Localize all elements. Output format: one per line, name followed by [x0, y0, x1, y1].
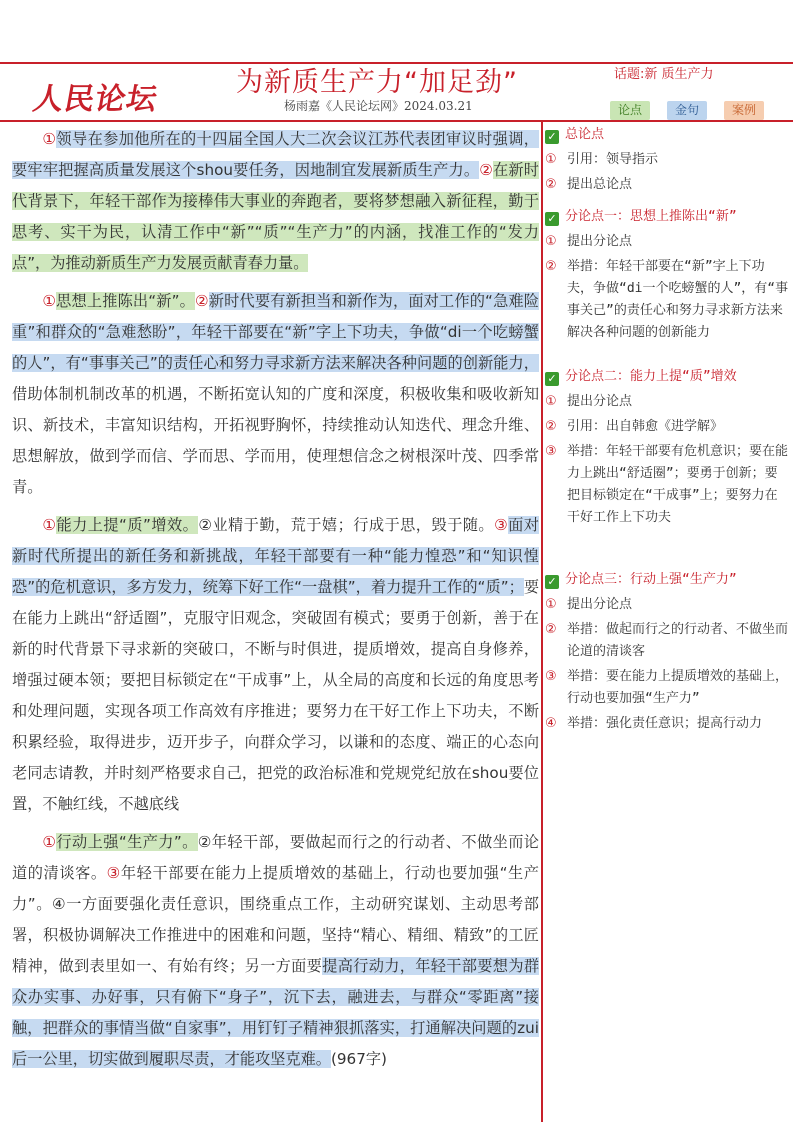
highlight-point: 在新时代背景下，年轻干部作为接棒伟大事业的奔跑者，要将梦想融入新征程，勤于思考、实干为民，认清工作中“新”“质”“生产力”的内涵，找准工作的“发力点”，为推动新质生产力发展贡献青春力量。 [12, 161, 539, 272]
sentence-marker: ① [42, 516, 57, 534]
outline-item [545, 594, 789, 616]
paragraph-point-one [12, 286, 539, 503]
highlight-quote: 面对新时代所提出的新任务和新挑战，年轻干部要有一种“能力惶恐”和“知识惶恐”的危机意识，多方发力，统筹下好工作“一盘棋”，着力提升工作的“质”； [12, 516, 539, 596]
sentence-marker: ① [42, 292, 57, 310]
text-segment: ②年轻干部，要做起而行之的行动者、不做坐而论道的清谈客。 [12, 833, 539, 882]
outline-item [545, 149, 789, 171]
text-segment: 要在能力上跳出“舒适圈”，克服守旧观念，突破固有模式；要勇于创新，善于在新的时代背景下寻求新的突破口，不断与时俱进，提质增效，提高自身修养，增强过硬本领；要把目标锁定在“干成事”上，从全局的高度和长远的角度思考和处理问题，实现各项工作高效有序推进；要努力在干好工作上下功夫，不断积累经验，取得进步，迈开步子，向群众学习，以谦和的态度、端正的心态向老同志请教，并时刻严格要求自己，把党的政治标准和党规党纪放在shou要位置，不触红线，不越底线 [12, 578, 540, 813]
outline-item [545, 619, 789, 663]
legend-point: 论点 [610, 101, 650, 120]
checkmark-icon: ✓ [545, 372, 559, 386]
highlight-quote: 新时代要有新担当和新作为，面对工作的“急难险重”和群众的“急难愁盼”，年轻干部要在“新”字上下功夫，争做“di一个吃螃蟹的人”，有“事事关己”的责任心和努力寻求新方法来解决各种问题的创新能力， [12, 292, 539, 372]
outline-section [545, 124, 789, 196]
outline-item-text: 提出总论点 [567, 177, 633, 192]
outline-item-number: ① [545, 234, 557, 249]
text-segment: ②业精于勤，荒于嬉；行成于思，毁于随。 [198, 516, 495, 534]
outline-item [545, 666, 789, 710]
outline-item-text: 提出分论点 [567, 394, 633, 409]
outline-item-text: 举措：做起而行之的行动者、不做坐而论道的清谈客 [567, 622, 789, 659]
outline-item-text: 引用：领导指示 [567, 152, 659, 167]
outline-section-title [545, 124, 789, 146]
outline-item-number: ① [545, 597, 557, 612]
outline-section [545, 206, 789, 344]
outline-section [545, 366, 789, 529]
outline-section-title [545, 366, 789, 388]
outline-section-label: 总论点 [565, 127, 605, 142]
outline-item-number: ③ [545, 669, 557, 684]
outline-item [545, 256, 789, 344]
outline-item-text: 提出分论点 [567, 234, 633, 249]
highlight-point: 行动上强“生产力”。 [56, 833, 198, 851]
outline-item-number: ① [545, 394, 557, 409]
outline-section-label: 分论点一：思想上推陈出“新” [565, 209, 737, 224]
outline-item-number: ② [545, 622, 557, 637]
outline-item [545, 174, 789, 196]
outline-section-title [545, 569, 789, 591]
outline-section-title [545, 206, 789, 228]
header-bottom-rule [0, 120, 793, 122]
publication-logo: 人民论坛 [30, 82, 161, 117]
outline-item [545, 713, 789, 735]
outline-item-number: ① [545, 152, 557, 167]
checkmark-icon: ✓ [545, 575, 559, 589]
outline-item [545, 441, 789, 529]
sentence-marker: ① [42, 833, 57, 851]
highlight-point: 思想上推陈出“新”。 [56, 292, 196, 310]
paragraph-point-three [12, 827, 539, 1075]
sentence-marker: ① [42, 130, 57, 148]
outline-section-label: 分论点三：行动上强“生产力” [565, 572, 737, 587]
text-segment: 借助体制机制改革的机遇，不断拓宽认知的广度和深度，积极收集和吸收新知识、新技术，丰富知识结构，开拓视野胸怀，持续推动认知迭代、理念升维、思想解放，做到学而信、学而思、学而用，使理想信念之树根深叶茂、四季常青。 [12, 385, 539, 496]
outline-section-label: 分论点二：能力上提“质”增效 [565, 369, 737, 384]
paragraph-point-two [12, 510, 539, 820]
outline-item-number: ② [545, 259, 557, 274]
checkmark-icon: ✓ [545, 130, 559, 144]
article-title: 为新质生产力“加足劲” [236, 67, 518, 98]
topic-label: 话题:新 质生产力 [614, 67, 714, 82]
outline-item-text: 举措：要在能力上提质增效的基础上，行动也要加强“生产力” [567, 669, 789, 706]
article-body [12, 124, 539, 1082]
outline-item [545, 416, 789, 438]
outline-sidebar [545, 124, 789, 738]
sentence-marker: ② [195, 292, 209, 310]
legend-quote: 金句 [667, 101, 707, 120]
column-divider [541, 120, 543, 1122]
outline-item-text: 引用：出自韩愈《进学解》 [567, 419, 724, 434]
outline-section [545, 569, 789, 735]
outline-item-text: 举措：年轻干部要有危机意识；要在能力上跳出“舒适圈”；要勇于创新；要把目标锁定在“干成事”上；要努力在干好工作上下功夫 [567, 444, 789, 525]
sentence-marker: ③ [494, 516, 509, 534]
outline-item-text: 提出分论点 [567, 597, 633, 612]
outline-item-text: 举措：年轻干部要在“新”字上下功夫，争做“di一个吃螃蟹的人”，有“事事关己”的责任心和努力寻求新方法来解决各种问题的创新能力 [567, 259, 789, 340]
outline-item-number: ② [545, 177, 557, 192]
legend-case: 案例 [724, 101, 764, 120]
outline-item-number: ④ [545, 716, 557, 731]
outline-item-number: ② [545, 419, 557, 434]
highlight-quote: 提高行动力，年轻干部要想为群众办实事、办好事，只有俯下“身子”，沉下去，融进去，与群众“零距离”接触，把群众的事情当做“自家事”，用钉钉子精神狠抓落实，打通解决问题的zui后一公里，切实做到履职尽责，才能攻坚克难。 [12, 957, 540, 1068]
checkmark-icon: ✓ [545, 212, 559, 226]
outline-item-text: 举措：强化责任意识；提高行动力 [567, 716, 763, 731]
outline-item [545, 391, 789, 413]
text-segment: (967字) [330, 1050, 387, 1068]
paragraph-intro [12, 124, 539, 279]
sentence-marker: ② [479, 161, 494, 179]
article-byline: 杨雨嘉《人民论坛网》2024.03.21 [284, 99, 473, 113]
highlight-quote: 领导在参加他所在的十四届全国人大二次会议江苏代表团审议时强调，要牢牢把握高质量发展这个shou要任务，因地制宜发展新质生产力。 [12, 130, 539, 179]
text-segment: 年轻干部要在能力上提质增效的基础上，行动也要加强“生产力”。④一方面要强化责任意识，围绕重点工作，主动研究谋划、主动思考部署，积极协调解决工作推进中的困难和问题，坚持“精心、精细、精致”的工匠精神，做到表里如一、有始有终；另一方面要 [12, 864, 539, 975]
highlight-point: 能力上提“质”增效。 [56, 516, 199, 534]
outline-item [545, 231, 789, 253]
sentence-marker: ③ [106, 864, 121, 882]
outline-item-number: ③ [545, 444, 557, 459]
